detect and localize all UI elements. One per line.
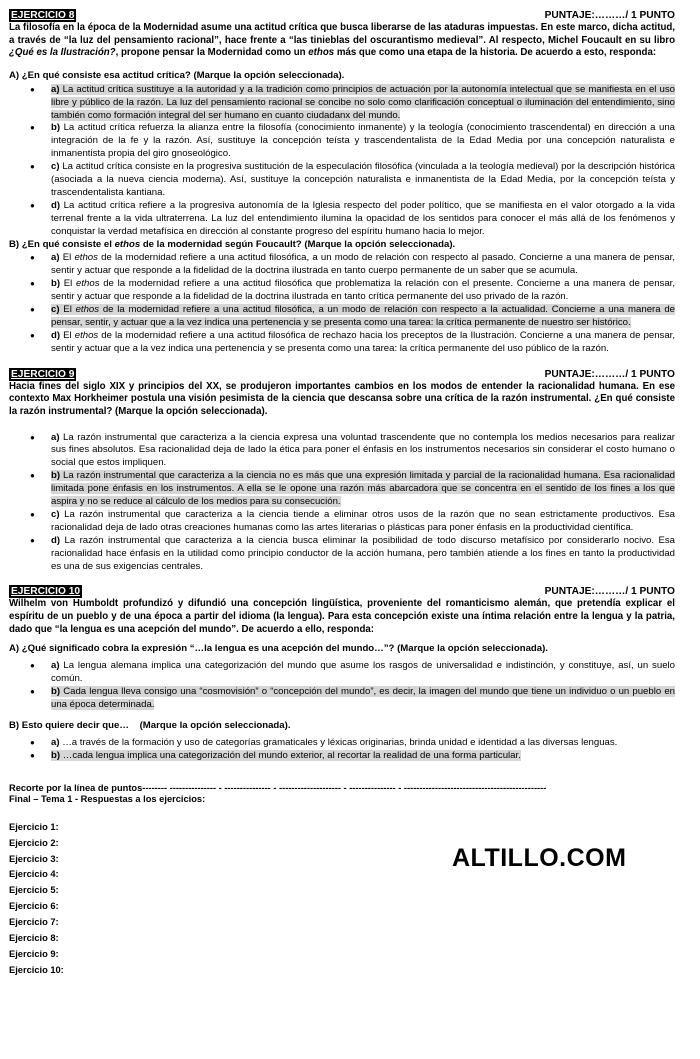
option-item[interactable]: [51, 304, 675, 330]
option-label: b): [51, 685, 61, 697]
ex8-question-b: [9, 239, 675, 252]
answer-line[interactable]: Ejercicio 2:: [9, 837, 59, 848]
option-item[interactable]: [51, 252, 675, 278]
answer-line[interactable]: Ejercicio 8:: [9, 933, 59, 944]
option-text: de la modernidad refiere a una actitud filosófica que problematiza la relación con el presente. Concierne a una manera de pensar, sentir y actuar que responde a la fidelidad de la doctrina ilustrada en tanto crítica permanente del uso privado de la razón.: [51, 278, 675, 303]
ex9-intro: Hacia fines del siglo XIX y principios del XX, se produjeron importantes cambios en los modos de entender la racionalidad humana. En ese contexto Max Horkheimer postula una visión pesimista de la ciencia que descansa sobre una crítica de la razón instrumental. ¿En qué consiste la razón instrumental? (Marque la opción seleccionada).: [9, 380, 675, 417]
option-text: …cada lengua implica una categorización del mundo exterior, al recortar la realidad de una forma particular.: [62, 749, 521, 761]
ex8-header: [9, 9, 675, 22]
option-label: a): [51, 431, 60, 443]
option-text: La razón instrumental que caracteriza a la ciencia tiende a eliminar otros usos de la razón que no sean estrictamente productivos. Esa racionalidad deja de lado otras creaciones humanas como las artes literarias o plásticas para poner énfasis en la productividad científica.: [51, 508, 676, 533]
option-text: La actitud crítica consiste en la progresiva sustitución de la especulación filosófica (vinculada a la teología medieval) por la descripción histórica (asociada a la nueva ciencia moderna). Así, sustituye la concepción naturalista e inmanentista de la Edad Media, por la concepción teísta y trascendentalista kantiana.: [51, 161, 675, 198]
cut-line-section: [9, 783, 675, 806]
option-label: c): [51, 161, 60, 173]
ex8-qb-ethos: ethos: [114, 238, 141, 250]
option-text: El: [62, 252, 75, 264]
option-text: La razón instrumental que caracteriza a la ciencia busca eliminar la posibilidad de todo discurso metafísico por considerarlo nocivo. Esa racionalidad hace énfasis en la utilidad como principio conductor de la acción humana, pero también atiende a los fines en tanto la productividad es una de sus exigencias centrales.: [51, 534, 675, 572]
option-item[interactable]: [51, 161, 675, 200]
answer-line[interactable]: Ejercicio 6:: [9, 901, 59, 912]
ex8-score: PUNTAJE:………/ 1 PUNTO: [544, 10, 675, 21]
option-text: La razón instrumental que caracteriza a la ciencia expresa una voluntad trascendente que no contempla los medios necesarios para realizar sus fines absolutos. Esa racionalidad deja de lado la ética para poner el énfasis en los instrumentos necesarios sin considerar el costo humano o social que estos impliquen.: [51, 431, 675, 469]
option-item[interactable]: [51, 686, 675, 712]
altillo-logo: ALTILLO.COM: [452, 844, 627, 872]
ex10-a-options: [9, 660, 675, 712]
ex8-qb-text2: de la modernidad según Foucault? (Marque la opción seleccionada).: [140, 238, 456, 250]
answer-line[interactable]: Ejercicio 5:: [9, 885, 59, 896]
option-item[interactable]: [51, 122, 675, 161]
option-text: de la modernidad refiere a una actitud filosófica, a un modo de relación con respecto al pasado. Concierne a una manera de pensar, sentir y actuar que responde a la fidelidad de la doctrina ilustrada en tanto cuerpo permanente de un saber que se acumula.: [51, 252, 675, 277]
option-label: a): [51, 83, 60, 95]
ex8-intro-ethos: ethos: [308, 47, 335, 59]
option-item[interactable]: [51, 330, 675, 356]
ex10-b-options: [9, 737, 675, 763]
option-label: a): [51, 736, 60, 748]
ex8-intro-text3: más que como una etapa de la historia. De acuerdo a esto, responda:: [334, 47, 657, 59]
ex9-title: EJERCICIO 9: [11, 368, 75, 380]
option-text: de la modernidad refiere a una actitud filosófica de rechazo hacia los preceptos de la Ilustración. Concierne a una manera de pensar, sentir y actuar que a la vez indica una pertenencia y se presenta como una tarea: la crítica permanente del uso público de la razón.: [51, 329, 676, 354]
option-ethos: ethos: [75, 304, 100, 316]
ex8-a-options: [9, 84, 675, 239]
option-item[interactable]: [51, 737, 675, 750]
ex8-intro: [9, 22, 675, 60]
answer-line[interactable]: Ejercicio 7:: [9, 917, 59, 928]
ex8-b-options: [9, 252, 675, 355]
ex9-header: [9, 368, 675, 381]
ex8-qb-text: B) ¿En qué consiste el: [9, 238, 115, 250]
option-label: b): [51, 749, 61, 761]
ex9-options: [9, 432, 675, 574]
exam-page: [9, 9, 675, 979]
option-text: La lengua alemana implica una categorización del mundo que asume los rasgos de universalidad e indistinción, y constituye, así, un suelo común.: [51, 660, 675, 685]
option-label: d): [51, 534, 61, 546]
option-label: d): [51, 199, 61, 211]
option-label: c): [51, 304, 60, 316]
option-text: La actitud crítica sustituye a la autoridad y a la tradición como principios de actuación por la autonomía intelectual que se manifiesta en el uso libre y público de la razón. La luz del pensamiento racional se concibe no solo como clarificación conceptual o iluminación del entendimiento, sino también como formación integral del ser humano en cuanto ciudadanx del mundo.: [51, 83, 675, 121]
option-item[interactable]: [51, 432, 675, 471]
option-ethos: ethos: [74, 329, 99, 341]
option-ethos: ethos: [76, 278, 100, 290]
option-label: a): [51, 252, 60, 264]
option-label: d): [51, 329, 61, 341]
option-text: Cada lengua lleva consigo una “cosmovisión” o “concepción del mundo”, es decir, la imagen del mundo que tiene un individuo o un pueblo en una época determinada.: [51, 685, 676, 710]
ex10-title: EJERCICIO 10: [11, 586, 81, 598]
ex10-question-a: A) ¿Qué significado cobra la expresión “…la lengua es una acepción del mundo…”? (Marque la opción seleccionada).: [9, 643, 548, 655]
answer-line[interactable]: Ejercicio 1:: [9, 821, 59, 832]
option-text: de la modernidad refiere a una actitud filosófica, a un modo de relación con respecto a la actualidad. Concierne a una manera de pensar, sentir, y actuar que a la vez indica una pertenencia y se presenta como una tarea: la crítica permanente de nuestro ser histórico.: [51, 304, 676, 328]
option-label: b): [51, 122, 61, 134]
option-item[interactable]: [51, 660, 675, 686]
final-title: Final – Tema 1 - Respuestas a los ejercicios:: [9, 794, 206, 805]
ex9-score: PUNTAJE:………/ 1 PUNTO: [544, 368, 675, 380]
ex8-intro-book: ¿Qué es la Ilustración?: [9, 47, 116, 59]
option-text: La razón instrumental que caracteriza a la ciencia no es más que una expresión limitada y parcial de la racionalidad humana. Esa racionalidad limitada pone énfasis en los instrumentos. A ella se le opone una razón más abarcadora que se concentra en el sentido de los fines a los que aspira y no se reduce al cálculo de los medios para su consecución.: [51, 470, 675, 508]
ex10-intro: Wilhelm von Humboldt profundizó y difundió una concepción lingüística, proveniente del romanticismo alemán, que pretendía explicar el espíritu de un pueblo y de una época a partir del idioma (la lengua). Para esta concepción existe una íntima relación entre la lengua y la patria, dado que “la lengua es una acepción del mundo”. De acuerdo a ello, responda:: [9, 598, 675, 635]
ex8-title: EJERCICIO 8: [11, 10, 75, 21]
option-label: a): [51, 660, 60, 672]
option-item[interactable]: [51, 84, 675, 123]
answer-line[interactable]: Ejercicio 3:: [9, 853, 59, 864]
option-item[interactable]: [51, 509, 675, 535]
option-item[interactable]: [51, 470, 675, 509]
option-text: El: [63, 329, 75, 341]
ex10-question-b: B) Esto quiere decir que… (Marque la opción seleccionada).: [9, 719, 291, 731]
option-text: El: [63, 304, 76, 316]
option-item[interactable]: [51, 278, 675, 304]
option-text: …a través de la formación y uso de categorías gramaticales y léxicas originarias, brinda unidad e identidad a las diversas lenguas.: [62, 736, 618, 748]
option-text: La actitud crítica refiere a la progresiva autonomía de la Iglesia respecto del poder político, que se manifiesta en el valor otorgado a la vida terrenal frente a la vida ultraterrena. La luz del entendimiento ilumina la opacidad de los sentidos para conocer el más allá de los fenómenos y conquistar la verdad metafísica en dirección al constante progreso del espíritu humano hacia lo mejor.: [51, 199, 675, 237]
option-label: b): [51, 470, 61, 482]
ex8-intro-text: La filosofía en la época de la Modernidad asume una actitud crítica que busca liberarse de las ataduras impuestas. En este marco, dicha actitud, a través de “la luz del pensamiento racional”, hace frente a “las tinieblas del oscurantismo medieval”. Al respecto, Michel Foucault en su libro: [9, 22, 675, 46]
option-item[interactable]: [51, 200, 675, 239]
answer-line[interactable]: Ejercicio 10:: [9, 964, 64, 975]
option-text: La actitud crítica refuerza la alianza entre la filosofía (conocimiento inmanente) y la teología (conocimiento trascendental) en dirección a una integración de la fe y la razón. Así, sustituye la concepción teísta y trascendentalista de la Edad Media por una concepción naturalista e inmanentista propia del giro gnoseológico.: [51, 122, 675, 160]
ex8-intro-text2: , propone pensar la Modernidad como un: [115, 47, 309, 59]
ex10-header: [9, 585, 675, 598]
answer-line[interactable]: Ejercicio 9:: [9, 948, 59, 959]
option-text: El: [63, 278, 77, 290]
option-label: c): [51, 508, 60, 520]
ex10-score: PUNTAJE:………/ 1 PUNTO: [544, 586, 675, 598]
answer-line[interactable]: Ejercicio 4:: [9, 869, 59, 880]
ex8-question-a: A) ¿En qué consiste esa actitud crítica? (Marque la opción seleccionada).: [9, 69, 345, 81]
cut-line: Recorte por la línea de puntos-------- --------------- - --------------- - -------------------- - --------------- - ----------------------------------------------: [9, 782, 547, 793]
option-item[interactable]: [51, 750, 675, 763]
option-ethos: ethos: [74, 252, 98, 264]
option-label: b): [51, 278, 61, 290]
option-item[interactable]: [51, 535, 675, 574]
